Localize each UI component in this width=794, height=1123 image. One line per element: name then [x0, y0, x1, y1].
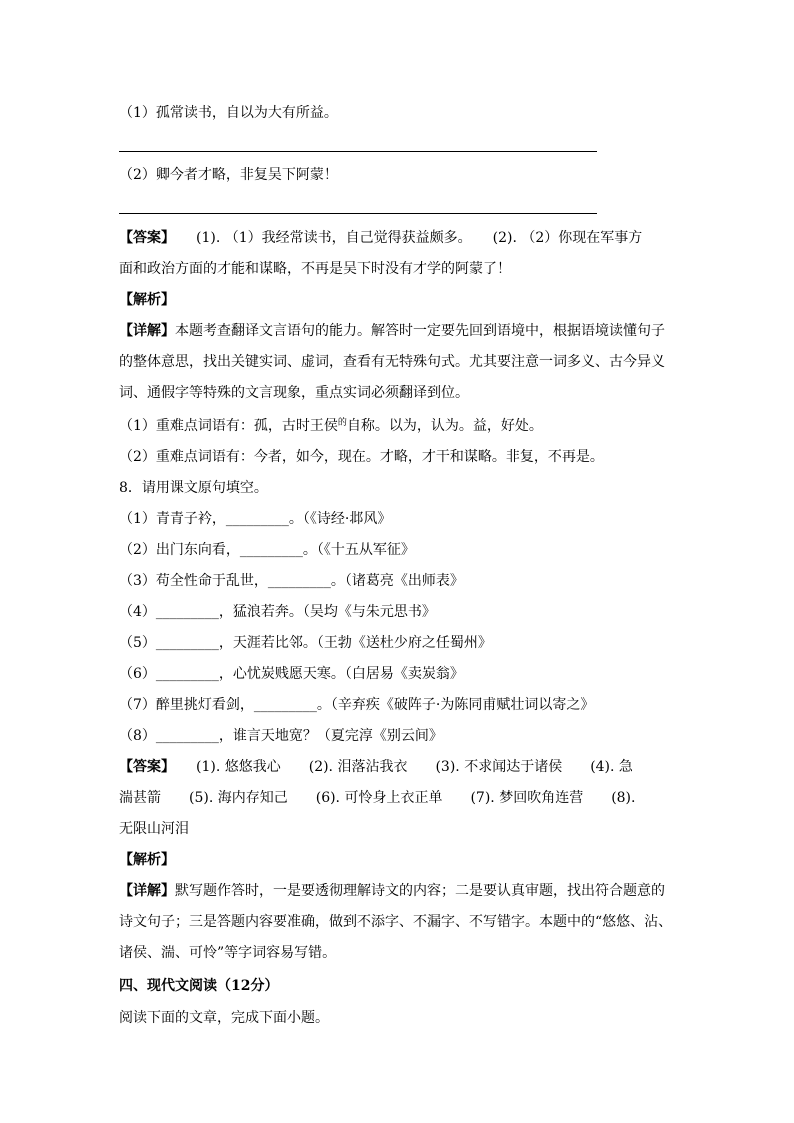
q8-item-4: （4）_________，猛浪若奔。（吴均《与朱元思书》 — [119, 604, 436, 620]
q7-detail-line-1 — [119, 321, 665, 341]
q8-item-8: （8）_________，谁言天地宽？（夏完淳《别云间》 — [119, 728, 443, 744]
q7-answer-line-2: 面和政治方面的才能和谋略，不再是吴下时没有才学的阿蒙了！ — [119, 261, 511, 277]
q8-item-5: （5）_________，天涯若比邻。（王勃《送杜少府之任蜀州》 — [119, 635, 492, 651]
q8-item-6: （6）_________，心忧炭贱愿天寒。（白居易《卖炭翁》 — [119, 666, 464, 682]
q8-answer-line-2: 湍甚箭 (5). 海内存知己 (6). 可怜身上衣正单 (7). 梦回吹角连营 (8). — [119, 790, 636, 806]
q8-analysis-tag: 【解析】 — [119, 852, 175, 868]
q8-detail-line-2: 诗文句子；三是答题内容要准确，做到不添字、不漏字、不写错字。本题中的“悠悠、沾、 — [119, 914, 673, 930]
q8-answer-text-1: (1). 悠悠我心 (2). 泪落沾我衣 (3). 不求闻达于诸侯 (4). 急 — [168, 759, 633, 775]
q7-item-2: （2）卿今者才略，非复吴下阿蒙！ — [119, 167, 338, 183]
q8-title: 8．请用课文原句填空。 — [119, 480, 268, 496]
q7-note-1-b: 自称。以为，认为。益，好处。 — [346, 418, 543, 434]
q7-note-1-superscript: 的 — [337, 418, 347, 428]
q7-item-1: （1）孤常读书，自以为大有所益。 — [119, 105, 338, 121]
q7-detail-text-1: 本题考查翻译文言语句的能力。解答时一定要先回到语境中，根据语境读懂句子 — [175, 323, 665, 339]
q7-note-1 — [119, 416, 543, 438]
q8-detail-line-3: 诸侯、湍、可怜”等字词容易写错。 — [119, 945, 337, 961]
q8-answer-line-1 — [119, 757, 679, 777]
q8-item-7: （7）醉里挑灯看剑，_________。（辛弃疾《破阵子·为陈同甫赋壮词以寄之》 — [119, 697, 595, 713]
q8-answer-line-3: 无限山河泪 — [119, 821, 189, 837]
q7-analysis-tag: 【解析】 — [119, 292, 175, 308]
q7-answer-line-1 — [119, 228, 679, 248]
answer-tag: 【答案】 — [119, 759, 168, 775]
q8-item-1: （1）青青子衿，_________。（《诗经·邶风》 — [119, 511, 392, 527]
detail-tag: 【详解】 — [119, 323, 175, 339]
q8-detail-line-1 — [119, 881, 665, 901]
q7-detail-line-3: 词、通假字等特殊的文言现象，重点实词必须翻译到位。 — [119, 385, 469, 401]
q7-detail-line-2: 的整体意思，找出关键实词、虚词，查看有无特殊句式。尤其要注意一词多义、古今异义 — [119, 354, 665, 370]
section-4-heading: 四、现代文阅读（12分） — [119, 978, 279, 994]
answer-tag: 【答案】 — [119, 230, 168, 246]
q7-answer-text-1: (1). （1）我经常读书，自己觉得获益颇多。 (2). （2）你现在军事方 — [168, 230, 643, 246]
q7-note-2: （2）重难点词语有：今者，如今，现在。才略，才干和谋略。非复，不再是。 — [119, 449, 604, 465]
q7-note-1-a: （1）重难点词语有：孤，古时王侯 — [119, 418, 338, 434]
answer-blank-line-2 — [119, 213, 597, 214]
section-4-intro: 阅读下面的文章，完成下面小题。 — [119, 1010, 329, 1026]
q8-detail-text-1: 默写题作答时，一是要透彻理解诗文的内容；二是要认真审题，找出符合题意的 — [175, 883, 665, 899]
q8-item-3: （3）苟全性命于乱世，_________。（诸葛亮《出师表》 — [119, 573, 464, 589]
detail-tag: 【详解】 — [119, 883, 175, 899]
q8-item-2: （2）出门东向看，_________。（《十五从军征》 — [119, 542, 415, 558]
answer-blank-line-1 — [119, 151, 597, 152]
